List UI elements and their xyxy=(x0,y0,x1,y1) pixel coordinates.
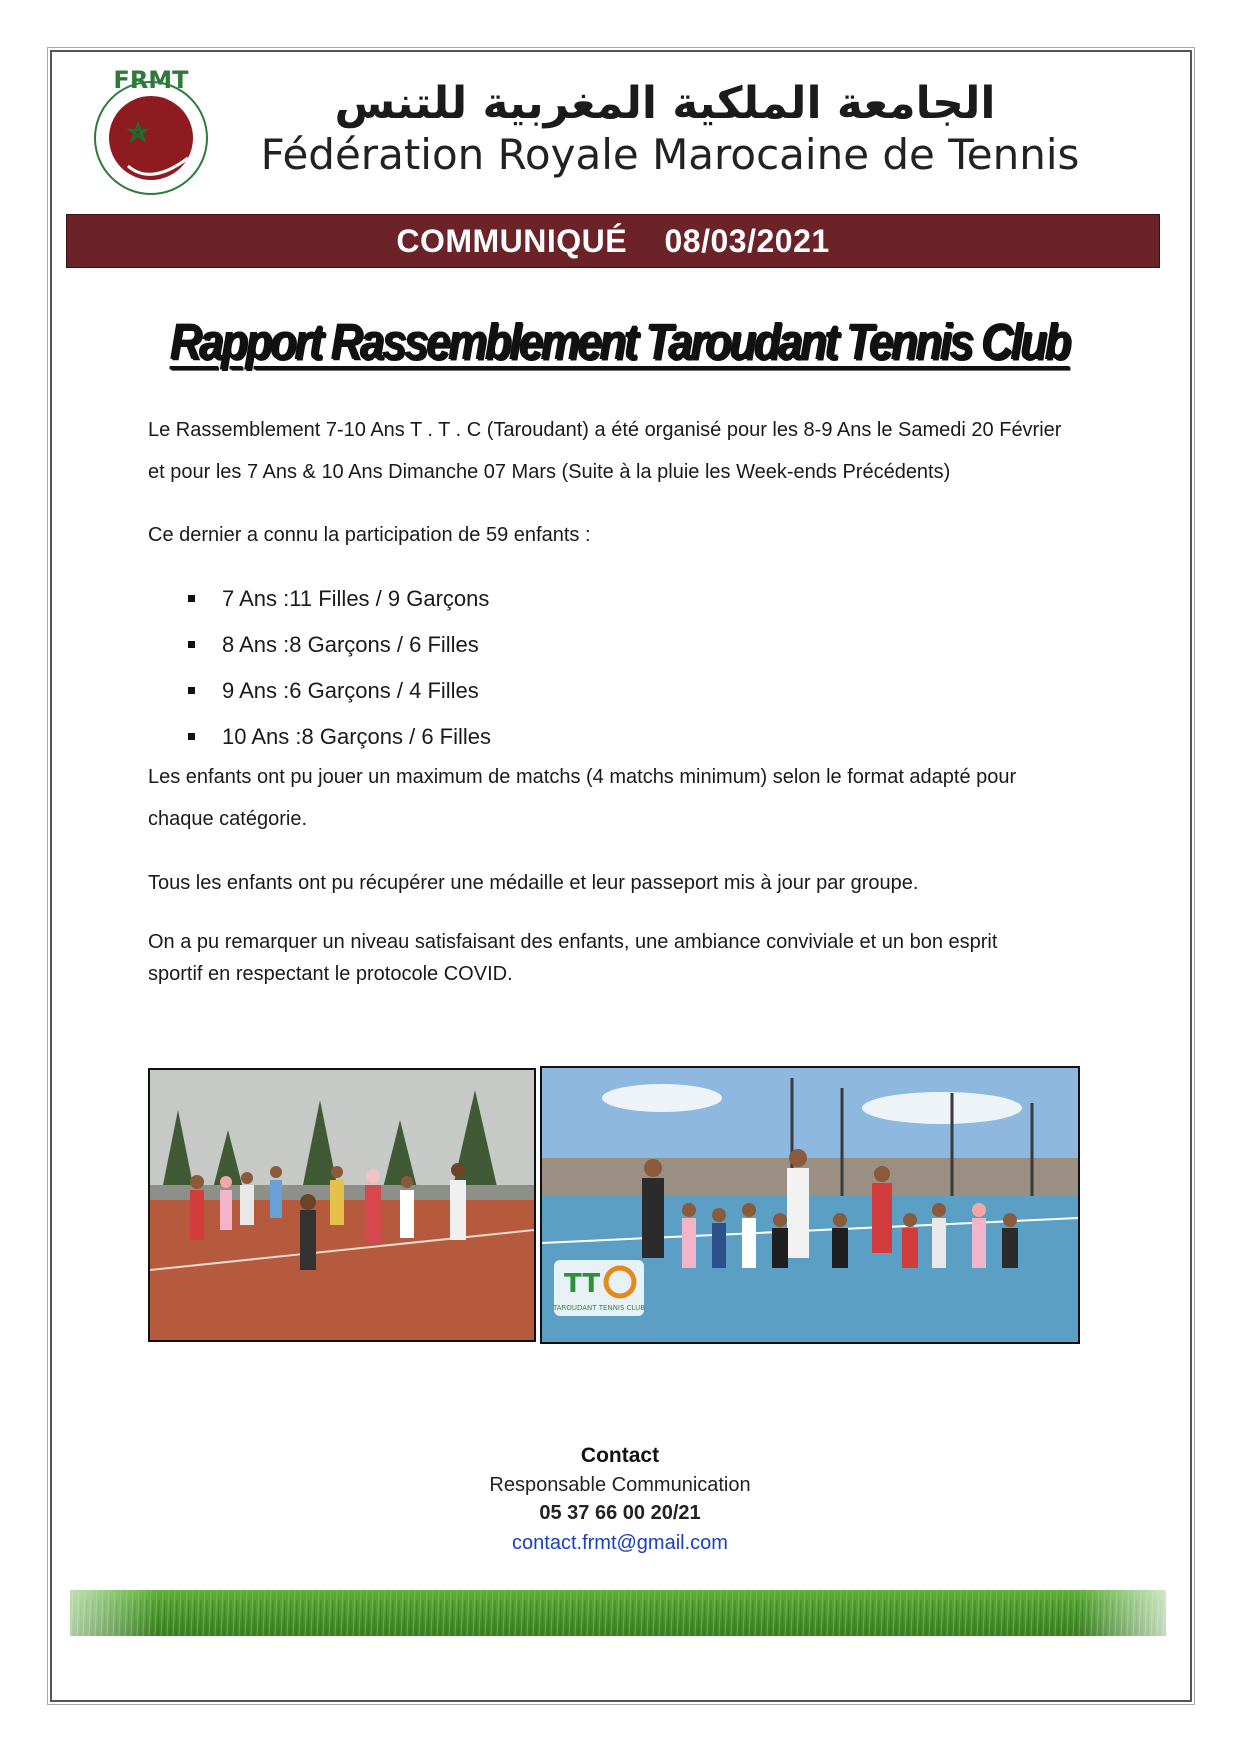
matches-line-2: chaque catégorie. xyxy=(148,808,308,830)
list-item: 7 Ans :11 Filles / 9 Garçons xyxy=(188,576,491,622)
matches-line-1: Les enfants ont pu jouer un maximum de matchs (4 matchs minimum) selon le format adapté pour xyxy=(148,766,1017,788)
conclusion-line-1: On a pu remarquer un niveau satisfaisant des enfants, une ambiance conviviale et un bon esprit xyxy=(148,931,998,953)
intro-line-1: Le Rassemblement 7-10 Ans T . T . C (Taroudant) a été organisé pour les 8-9 Ans le Samedi 20 Février xyxy=(148,419,1062,441)
communique-banner xyxy=(66,214,1160,268)
photo-hard-court-group xyxy=(540,1066,1080,1344)
conclusion-line-2: sportif en respectant le protocole COVID. xyxy=(148,963,513,985)
logo-text: FRMT xyxy=(113,66,189,94)
matches-paragraph xyxy=(148,756,1108,840)
arabic-federation-name: الجامعة الملكية المغربية للتنس xyxy=(334,78,996,129)
intro-line-2: et pour les 7 Ans & 10 Ans Dimanche 07 Mars (Suite à la pluie les Week-ends Précédents) xyxy=(148,461,951,483)
medals-paragraph: Tous les enfants ont pu récupérer une médaille et leur passeport mis à jour par groupe. xyxy=(148,872,919,894)
intro-paragraph xyxy=(148,409,1108,493)
french-federation-name: Fédération Royale Marocaine de Tennis xyxy=(260,130,1080,179)
document-title: Rapport Rassemblement Taroudant Tennis Club xyxy=(170,314,1070,371)
club-logo-text: TAROUDANT TENNIS CLUB xyxy=(552,1304,646,1312)
svg-text:TT: TT xyxy=(564,1269,601,1299)
photo-clay-court-group xyxy=(148,1068,536,1342)
participation-paragraph: Ce dernier a connu la participation de 59 enfants : xyxy=(148,524,591,546)
taroudant-tennis-club-logo xyxy=(552,1260,645,1316)
contact-heading: Contact xyxy=(580,1444,660,1467)
contact-phone: 05 37 66 00 20/21 xyxy=(539,1502,701,1524)
participant-list xyxy=(188,576,491,760)
grass-footer-strip xyxy=(70,1590,1166,1636)
banner-date: 08/03/2021 xyxy=(664,222,830,259)
contact-role: Responsable Communication xyxy=(489,1474,751,1496)
list-item: 10 Ans :8 Garçons / 6 Filles xyxy=(188,714,491,760)
contact-email-link[interactable]: contact.frmt@gmail.com xyxy=(512,1532,728,1554)
banner-label: COMMUNIQUÉ xyxy=(396,222,628,259)
list-item: 8 Ans :8 Garçons / 6 Filles xyxy=(188,622,491,668)
list-item: 9 Ans :6 Garçons / 4 Filles xyxy=(188,668,491,714)
conclusion-paragraph xyxy=(148,926,1108,990)
frmt-logo xyxy=(88,66,214,200)
